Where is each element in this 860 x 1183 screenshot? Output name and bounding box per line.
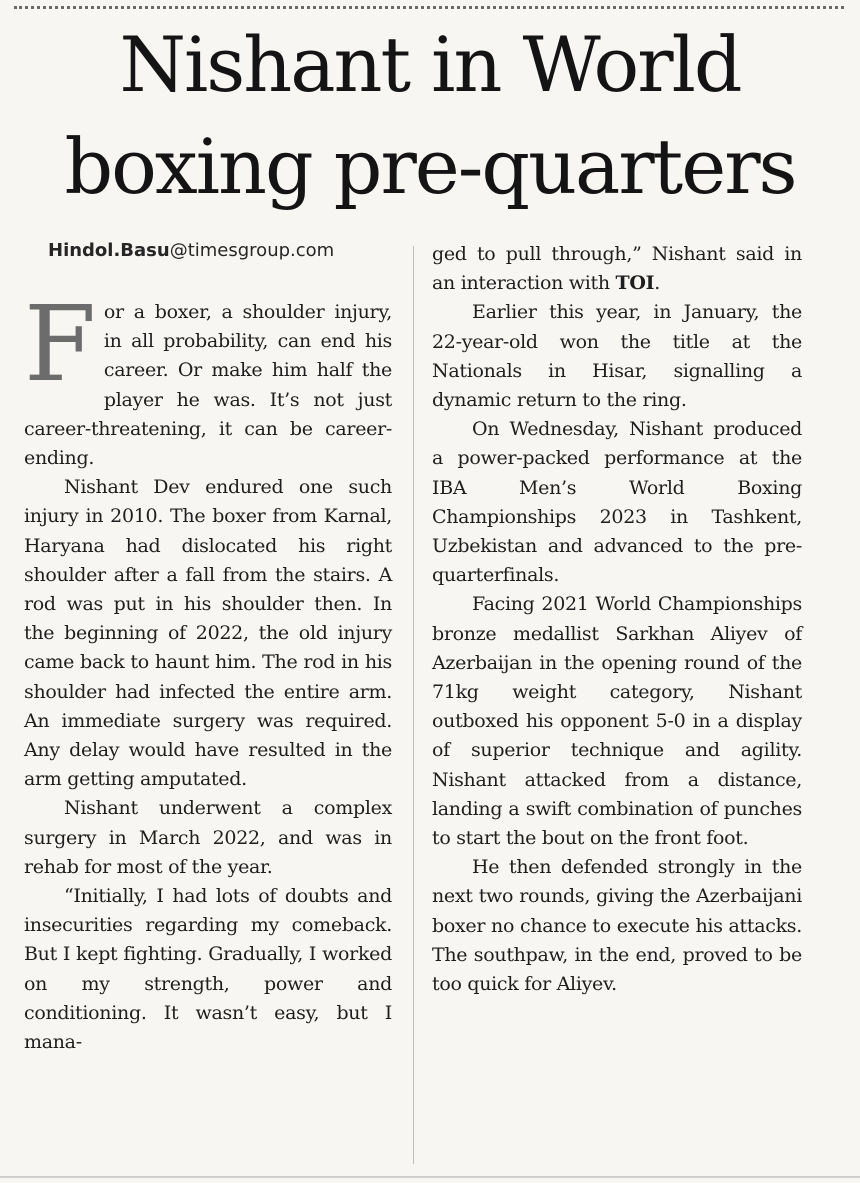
dropcap: F [24, 283, 96, 405]
paragraph-1: For a boxer, a shoulder injury, in all probability, can end his career. Or make him half the player he was. It’s not just career-threatening, it can be career-ending. [24, 283, 392, 470]
paragraph-8: He then defended strongly in the next two rounds, giving the Azerbaijani boxer no chance to execute his attacks. The southpaw, in the end, proved to be too quick for Aliyev. [432, 856, 802, 996]
byline-name: Hindol.Basu [48, 240, 170, 261]
paragraph-7: Facing 2021 World Championships bronze medallist Sarkhan Aliyev of Azerbaijan in the opening round of the 71kg weight category, Nishant outboxed his opponent 5-0 in a display of superior technique and agility. Nishant attacked from a distance, landing a swift combination of punches to start the bout on the front foot. [432, 593, 802, 850]
column-divider [413, 246, 414, 1164]
paragraph-2: Nishant Dev endured one such injury in 2010. The boxer from Karnal, Haryana had dislocated his right shoulder after a fall from the stairs. A rod was put in his shoulder then. In the beginning of 2022, the old injury came back to haunt him. The rod in his shoulder had infected the entire arm. An immediate surgery was required. Any delay would have resulted in the arm getting amputated. [24, 476, 392, 791]
paragraph-6: On Wednesday, Nishant produced a power-packed performance at the IBA Men’s World Boxing Championships 2023 in Tashkent, Uzbekistan and advanced to the pre-quarterfinals. [432, 418, 802, 587]
headline-line-1: Nishant in World [119, 20, 741, 109]
byline [48, 240, 334, 261]
toi-label: TOI [615, 272, 655, 295]
headline [0, 14, 860, 218]
top-dotted-rule [14, 6, 844, 9]
paragraph-3: Nishant underwent a complex surgery in March 2022, and was in rehab for most of the year. [24, 797, 392, 878]
paragraph-4-continued: ged to pull through,” Nishant said in an interaction with TOI. [432, 243, 802, 295]
article-column-2 [432, 240, 802, 999]
paragraph-5: Earlier this year, in January, the 22-year-old won the title at the Nationals in Hisar, signalling a dynamic return to the ring. [432, 301, 802, 412]
paragraph-4: “Initially, I had lots of doubts and insecurities regarding my comeback. But I kept fighting. Gradually, I worked on my strength, power and conditioning. It wasn’t easy, but I mana- [24, 885, 392, 1054]
byline-domain: @timesgroup.com [169, 240, 335, 261]
bottom-rule [0, 1176, 860, 1178]
article-column-1 [24, 283, 392, 1057]
headline-line-2: boxing pre-quarters [64, 122, 796, 211]
